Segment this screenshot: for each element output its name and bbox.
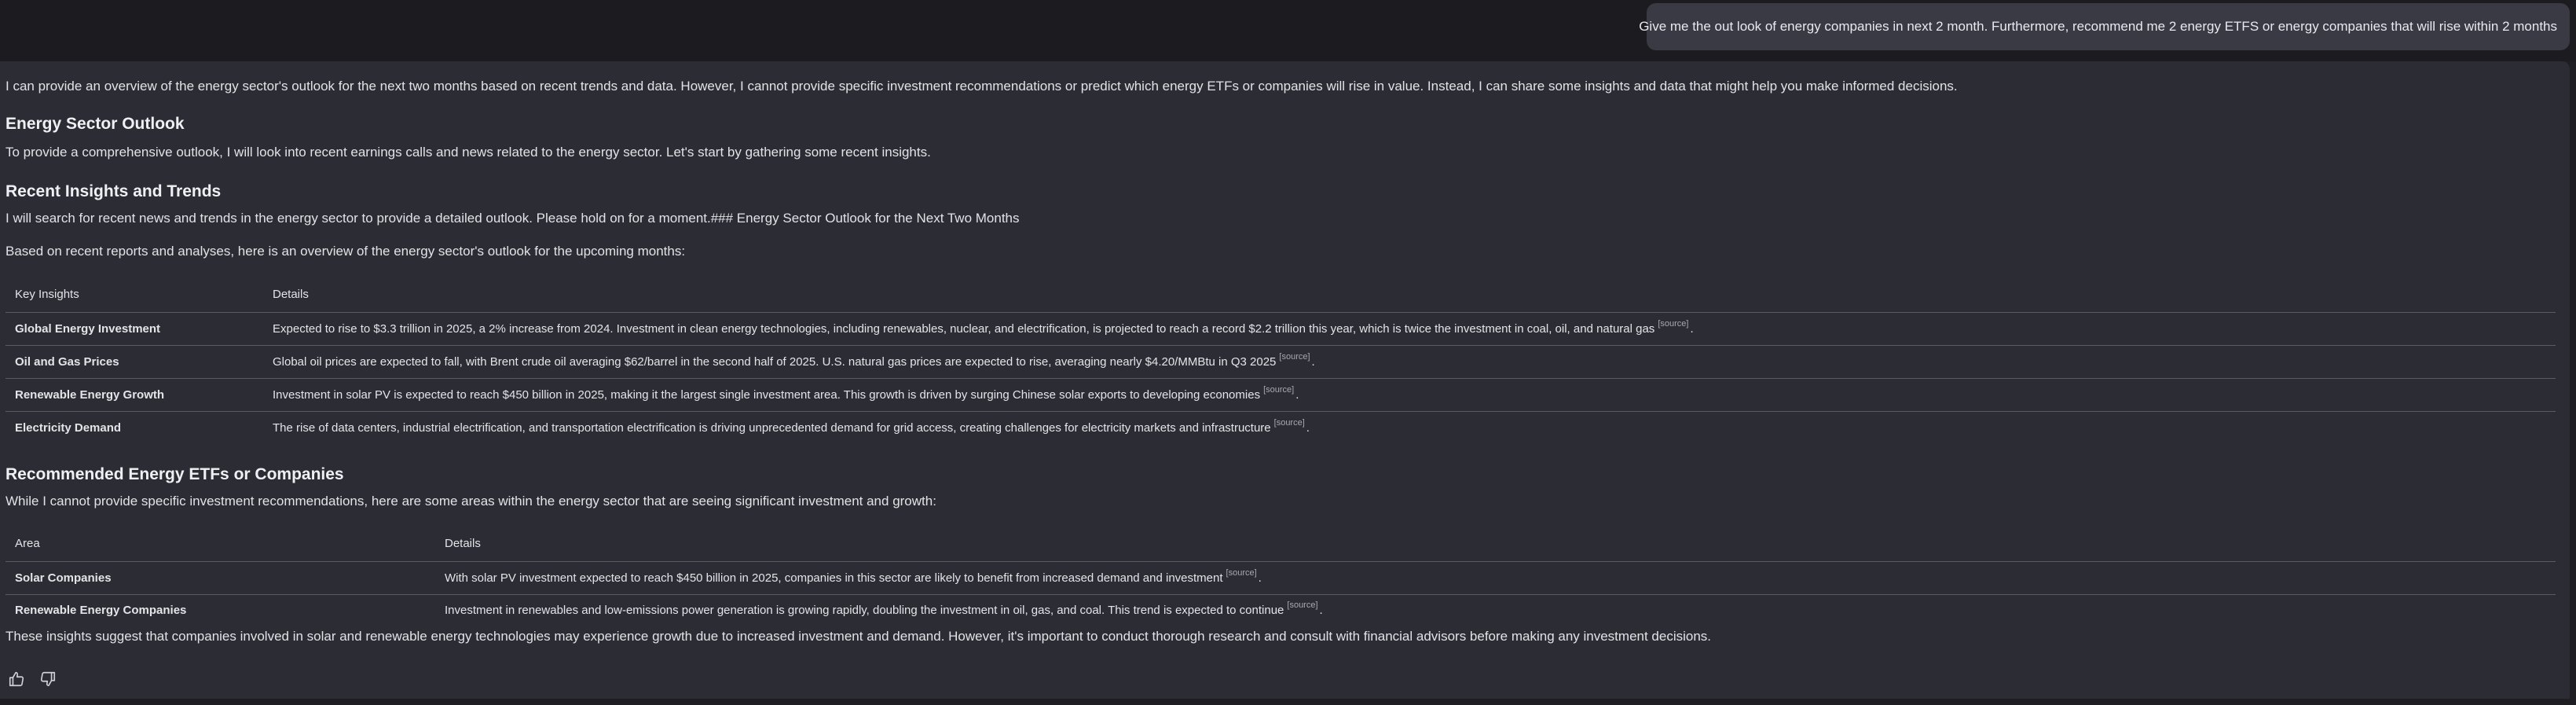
table-key-cell: Renewable Energy Companies [15, 603, 187, 617]
table-header-row [5, 277, 2556, 313]
top-bar [0, 0, 2576, 61]
punctuation: . [1311, 354, 1315, 369]
table-key-cell: Renewable Energy Growth [15, 387, 165, 402]
table-key-cell: Oil and Gas Prices [15, 354, 119, 369]
punctuation: . [1690, 321, 1694, 336]
section-heading-insights: Recent Insights and Trends [5, 182, 222, 200]
table-detail-cell [273, 378, 1299, 411]
detail-text: Global oil prices are expected to fall, with Brent crude oil averaging $62/barrel in the second half of 2025. U.S. natural gas prices are expected to rise, averaging nearly $4.20/MMBtu in Q3 2025 [273, 354, 1277, 369]
source-link[interactable]: [source] [1658, 319, 1689, 329]
table-header-cell: Details [445, 537, 481, 550]
punctuation: . [1258, 571, 1262, 585]
user-message-bubble [1639, 3, 2570, 50]
source-link[interactable]: [source] [1287, 600, 1318, 610]
assistant-response-panel [0, 61, 2570, 699]
detail-text: The rise of data centers, industrial electrification, and transportation electrification is driving unprecedented demand for grid access, creating challenges for electricity markets and infrastructure [273, 420, 1271, 435]
detail-text: With solar PV investment expected to reach $450 billion in 2025, companies in this sector are likely to benefit from increased demand and investment [445, 571, 1223, 585]
table-header-row [5, 526, 2556, 562]
thumbs-down-icon[interactable] [39, 670, 57, 688]
insights-paragraph: I will search for recent news and trends in the energy sector to provide a detailed outlook. Please hold on for a moment.### Energy Sector Outlook for the Next Two Months [5, 211, 1020, 226]
table-detail-cell [273, 312, 1694, 345]
table-row [5, 378, 2556, 412]
insights-paragraph-2: Based on recent reports and analyses, here is an overview of the energy sector's outlook for the upcoming months: [5, 244, 686, 259]
detail-text: Investment in solar PV is expected to reach $450 billion in 2025, making it the largest single investment area. This growth is driven by surging Chinese solar exports to developing economies [273, 387, 1261, 402]
recommended-paragraph: While I cannot provide specific investment recommendations, here are some areas within the energy sector that are seeing significant investment and growth: [5, 494, 936, 509]
table-key-cell: Global Energy Investment [15, 321, 161, 336]
thumbs-up-icon[interactable] [8, 670, 25, 688]
source-link[interactable]: [source] [1279, 352, 1310, 362]
source-link[interactable]: [source] [1273, 418, 1305, 428]
intro-paragraph: I can provide an overview of the energy sector's outlook for the next two months based on recent trends and data. However, I cannot provide specific investment recommendations or predict which energy ETFs or companies will rise in value. Instead, I can share some insights and data that might help you make informed decisions. [5, 79, 1958, 94]
table-row [5, 411, 2556, 444]
section-heading-recommended: Recommended Energy ETFs or Companies [5, 465, 344, 483]
table-row [5, 594, 2556, 626]
punctuation: . [1295, 387, 1299, 402]
table-header-cell: Area [15, 537, 40, 550]
table-detail-cell [445, 594, 1323, 626]
table-detail-cell [273, 411, 1310, 444]
table-detail-cell [445, 561, 1262, 594]
punctuation: . [1306, 420, 1310, 435]
conclusion-paragraph: These insights suggest that companies involved in solar and renewable energy technologies may experience growth due to increased investment and demand. However, it's important to conduct thorough research and consult with financial advisors before making any investment decisions. [5, 629, 1712, 644]
outlook-paragraph: To provide a comprehensive outlook, I will look into recent earnings calls and news related to the energy sector. Let's start by gathering some recent insights. [5, 145, 931, 160]
table-detail-cell [273, 345, 1315, 378]
detail-text: Expected to rise to $3.3 trillion in 2025, a 2% increase from 2024. Investment in clean energy technologies, including renewables, nuclear, and electrification, is projected to reach a record $2.2 trillion this year, which is twice the investment in coal, oil, and natural gas [273, 321, 1655, 336]
user-message-text: Give me the out look of energy companies in next 2 month. Furthermore, recommend me 2 energy ETFS or energy companies that will rise within 2 months [1639, 19, 2557, 34]
source-link[interactable]: [source] [1263, 385, 1295, 395]
source-link[interactable]: [source] [1226, 568, 1257, 578]
table-header-cell: Key Insights [15, 288, 79, 301]
table-key-cell: Electricity Demand [15, 420, 122, 435]
table-header-cell: Details [273, 288, 309, 301]
table-row [5, 312, 2556, 346]
section-heading-outlook: Energy Sector Outlook [5, 115, 185, 133]
detail-text: Investment in renewables and low-emissions power generation is growing rapidly, doubling the investment in oil, gas, and coal. This trend is expected to continue [445, 603, 1284, 617]
table-row [5, 561, 2556, 595]
table-key-cell: Solar Companies [15, 571, 112, 585]
table-row [5, 345, 2556, 379]
punctuation: . [1319, 603, 1323, 617]
